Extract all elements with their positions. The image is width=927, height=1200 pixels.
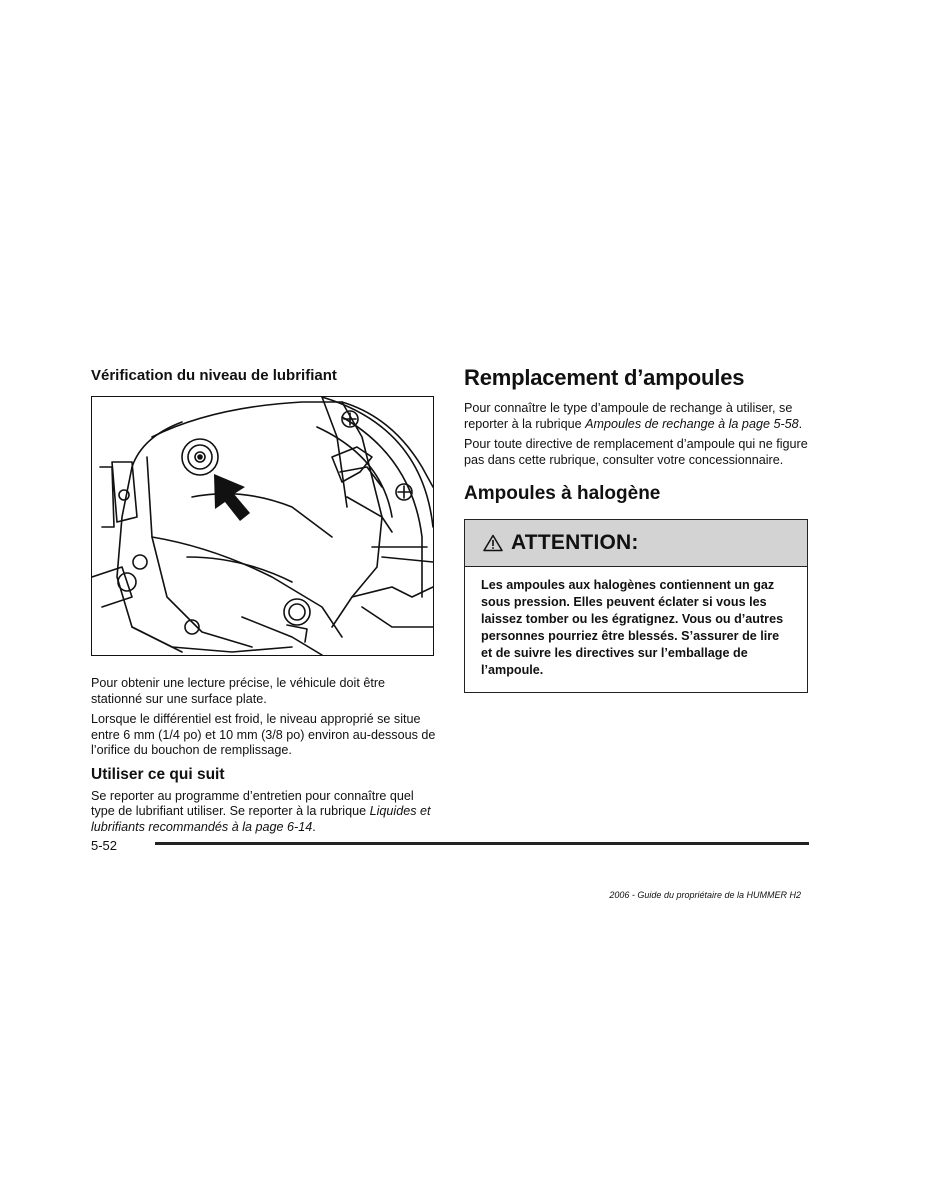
bulb-type-link[interactable]: Ampoules de rechange à la page 5-58: [585, 416, 799, 431]
bulb-type-text: Pour connaître le type d’ampoule de rechange à utiliser, se reporter à la rubrique: [464, 401, 793, 431]
differential-illustration: [91, 396, 434, 656]
pointer-arrow-icon: [214, 474, 250, 521]
right-column: [464, 364, 810, 693]
caution-label: ATTENTION:: [511, 531, 639, 554]
bulb-type-paragraph: [464, 401, 810, 432]
caution-header: [465, 520, 807, 567]
footer-text: 2006 - Guide du propriétaire de la HUMMER H2: [609, 890, 801, 900]
differential-drawing: [92, 397, 433, 655]
bulb-type-end: .: [798, 416, 803, 431]
lubricant-reference-end: .: [312, 819, 316, 834]
left-column: [91, 366, 436, 840]
bulb-replacement-title: Remplacement d’ampoules: [464, 365, 745, 390]
caution-body: Les ampoules aux halogènes contiennent un gaz sous pression. Elles peuvent éclater si vous les laissez tomber ou les égratignez. Vous ou d’autres personnes pourriez être blessés. S’assurer de lire et de suivre les directives sur l’emballage de l’ampoule.: [481, 578, 784, 677]
lubricant-reference-link[interactable]: Liquides et lubrifiants recommandés à la page 6-14: [91, 804, 431, 834]
footer-rule: [155, 842, 809, 845]
dealer-paragraph: Pour toute directive de remplacement d’ampoule qui ne figure pas dans cette rubrique, consulter votre concessionnaire.: [464, 437, 808, 467]
warning-triangle-icon: [483, 534, 503, 552]
caution-box: [464, 519, 808, 693]
cold-differential-paragraph: Lorsque le différentiel est froid, le niveau approprié se situe entre 6 mm (1/4 po) et 10 mm (3/8 po) environ au-dessous de l’orifice du bouchon de remplissage.: [91, 712, 436, 757]
lubricant-reference-paragraph: [91, 789, 436, 836]
use-following-heading: Utiliser ce qui suit: [91, 765, 225, 783]
lubricant-reference-text: Se reporter au programme d’entretien pour connaître quel type de lubrifiant utiliser. Se reporter à la rubrique: [91, 788, 414, 818]
flat-surface-paragraph: Pour obtenir une lecture précise, le véhicule doit être stationné sur une surface plate.: [91, 676, 386, 706]
page-number: 5-52: [91, 838, 118, 853]
halogen-bulbs-heading: Ampoules à halogène: [464, 483, 661, 504]
lubricant-check-heading: Vérification du niveau de lubrifiant: [91, 367, 337, 384]
